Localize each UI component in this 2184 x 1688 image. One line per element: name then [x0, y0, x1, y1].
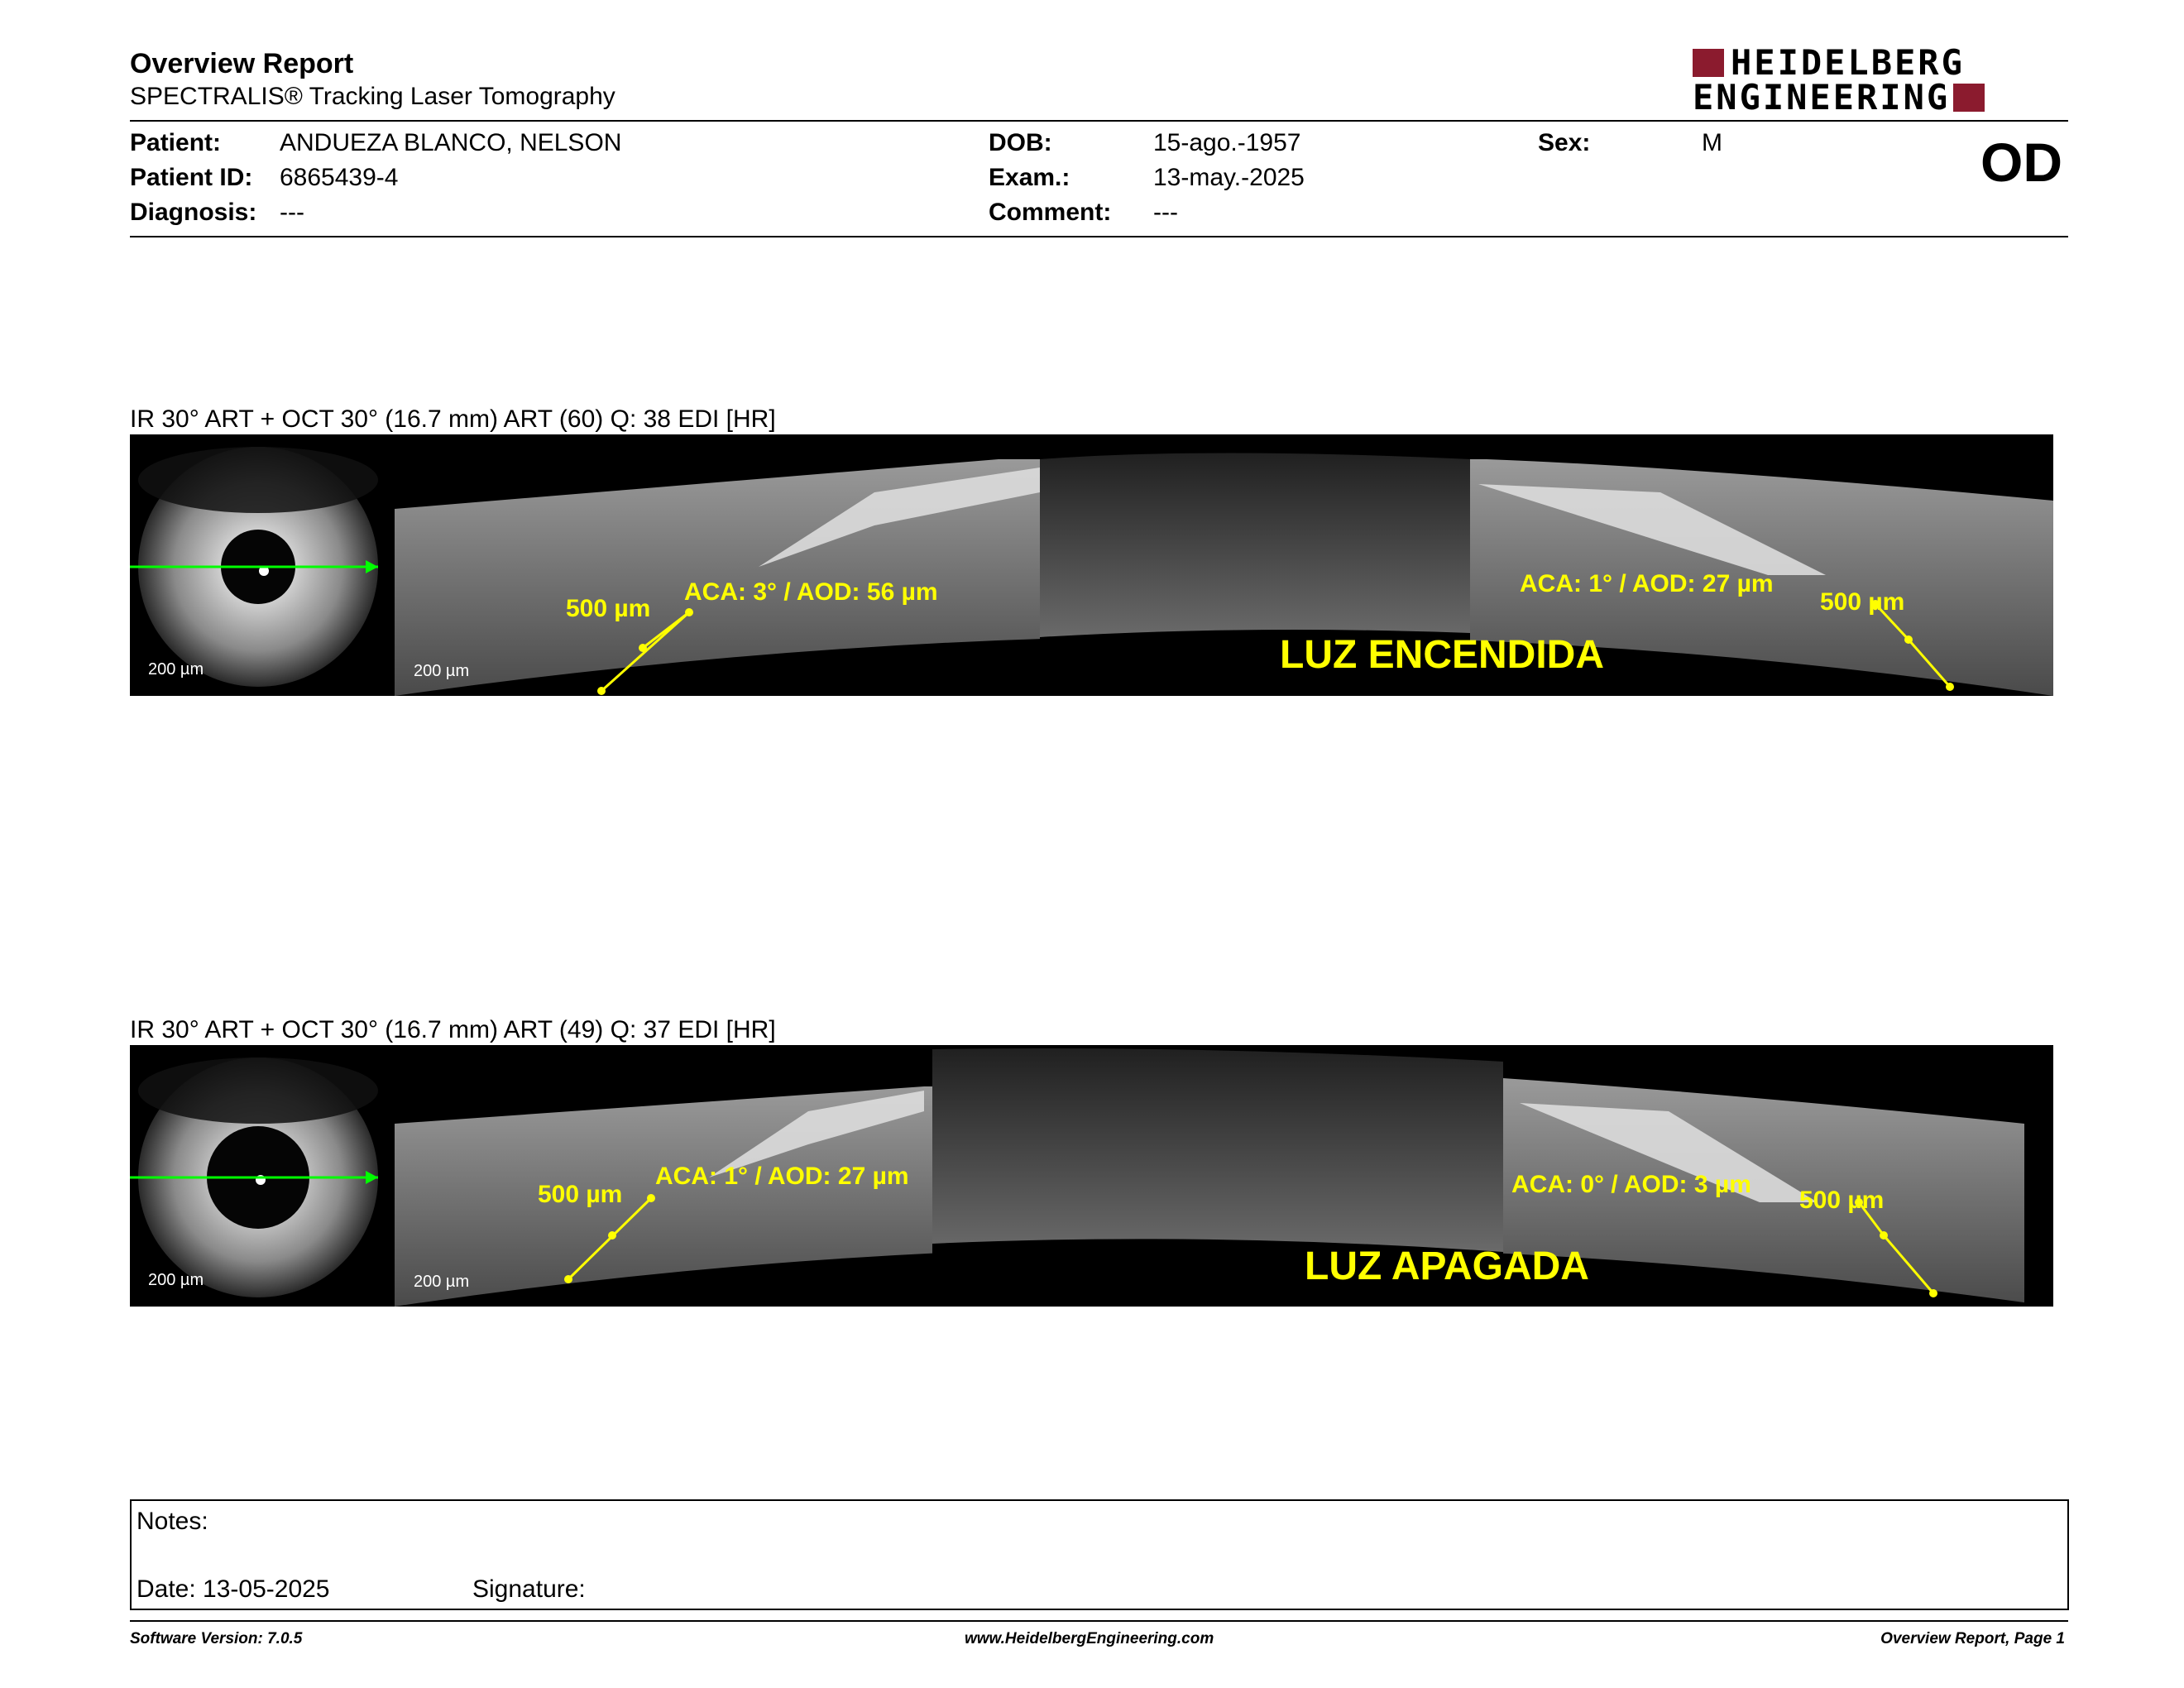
report-title: Overview Report	[130, 48, 354, 79]
page-number: Overview Report, Page 1	[1880, 1630, 2065, 1647]
date-label: Date: 13-05-2025	[136, 1575, 330, 1603]
oct-scale-2: 200 µm	[414, 1273, 470, 1291]
right-measure-2: 500 µm	[1799, 1187, 1885, 1214]
patient-name: ANDUEZA BLANCO, NELSON	[280, 129, 622, 156]
scan-title-2: IR 30° ART + OCT 30° (16.7 mm) ART (49) Q: 37 EDI [HR]	[130, 1016, 776, 1043]
notes-label: Notes:	[136, 1508, 208, 1535]
left-measure-1: 500 µm	[566, 595, 651, 622]
header-rule-bottom	[130, 236, 2068, 237]
dob-label: DOB:	[989, 129, 1052, 156]
right-angle-2: ACA: 0° / AOD: 3 µm	[1511, 1171, 1751, 1198]
scan-title-1: IR 30° ART + OCT 30° (16.7 mm) ART (60) Q: 38 EDI [HR]	[130, 405, 776, 433]
oct-image-1	[130, 434, 2053, 696]
left-angle-2: ACA: 1° / AOD: 27 µm	[655, 1163, 909, 1190]
eye-indicator: OD	[1980, 132, 2062, 193]
dob-value: 15-ago.-1957	[1153, 129, 1301, 156]
exam-label: Exam.:	[989, 164, 1070, 191]
signature-label: Signature:	[472, 1575, 586, 1603]
patient-name-label: Patient:	[130, 129, 222, 156]
right-measure-1: 500 µm	[1820, 588, 1905, 616]
report-subtitle: SPECTRALIS® Tracking Laser Tomography	[130, 83, 615, 110]
oct-scale-1: 200 µm	[414, 662, 470, 680]
exam-value: 13-may.-2025	[1153, 164, 1305, 191]
heidelberg-logo	[1693, 42, 2081, 117]
caption-1: LUZ ENCENDIDA	[1280, 633, 1604, 677]
footer-rule	[130, 1620, 2068, 1622]
sex-label: Sex:	[1538, 129, 1591, 156]
right-angle-1: ACA: 1° / AOD: 27 µm	[1520, 570, 1774, 597]
lens-region	[932, 1048, 1503, 1252]
left-measure-2: 500 µm	[538, 1181, 623, 1208]
header-rule-top	[130, 120, 2068, 122]
patient-id: 6865439-4	[280, 164, 399, 191]
logo-square-left	[1693, 49, 1724, 77]
notes-box[interactable]	[130, 1499, 2069, 1610]
scan-panel-2	[130, 1045, 2053, 1307]
scan-panel-1	[130, 434, 2053, 696]
diagnosis-label: Diagnosis:	[130, 199, 257, 226]
ir-scale-2: 200 µm	[148, 1271, 204, 1289]
logo-square-right	[1953, 84, 1985, 112]
logo-line1: HEIDELBERG	[1731, 42, 1965, 83]
oct-image-2	[130, 1045, 2053, 1307]
software-version: Software Version: 7.0.5	[130, 1630, 303, 1647]
ir-scale-1: 200 µm	[148, 660, 204, 679]
comment-label: Comment:	[989, 199, 1112, 226]
logo-line2: ENGINEERING	[1693, 77, 1951, 117]
comment-value: ---	[1153, 199, 1178, 226]
patient-id-label: Patient ID:	[130, 164, 253, 191]
lens-region	[1040, 453, 1470, 638]
caption-2: LUZ APAGADA	[1305, 1244, 1589, 1288]
left-angle-1: ACA: 3° / AOD: 56 µm	[684, 578, 938, 606]
diagnosis-value: ---	[280, 199, 304, 226]
website-link[interactable]: www.HeidelbergEngineering.com	[965, 1630, 1214, 1647]
sex-value: M	[1702, 129, 1722, 156]
